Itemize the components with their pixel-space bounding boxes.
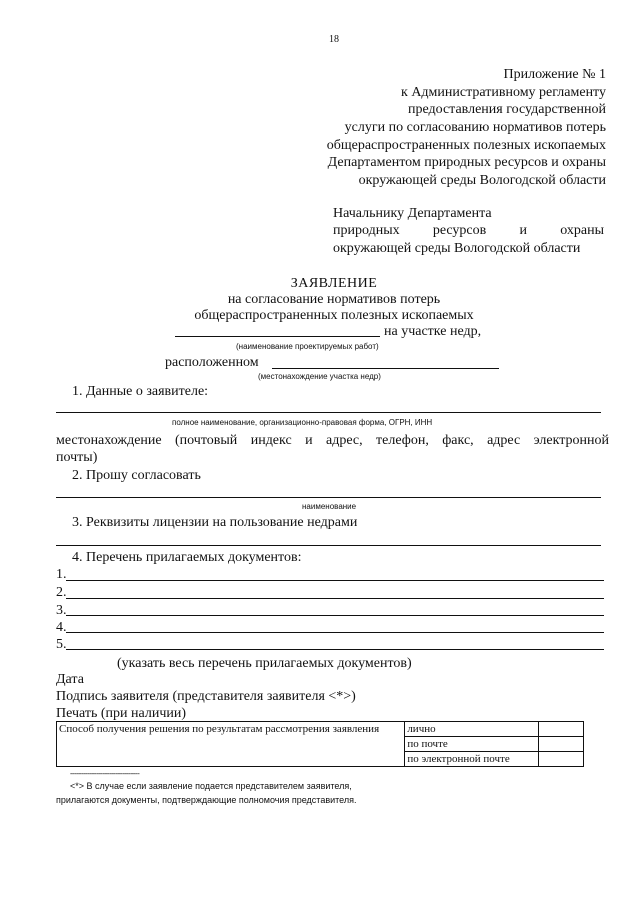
appendix-title: Приложение № 1 <box>503 67 606 82</box>
method-checkbox[interactable] <box>538 737 583 752</box>
appendix-line: общераспространенных полезных ископаемых <box>326 138 606 153</box>
method-checkbox[interactable] <box>538 722 583 737</box>
section-2-title: 2. Прошу согласовать <box>72 468 201 483</box>
list-item-number: 5. <box>56 637 67 652</box>
list-item-number: 3. <box>56 603 67 618</box>
addressee-line: окружающей среды Вологодской области <box>333 241 581 256</box>
hint-works: (наименование проектируемых работ) <box>236 342 379 351</box>
text-word: местонахождение <box>56 433 162 448</box>
method-option: лично <box>405 722 539 737</box>
document-field[interactable] <box>66 615 604 616</box>
text-word: (почтовый <box>175 433 238 448</box>
section-3-title: 3. Реквизиты лицензии на пользование недрами <box>72 515 358 530</box>
location-field[interactable] <box>272 368 499 369</box>
appendix-line: окружающей среды Вологодской области <box>358 173 606 188</box>
method-checkbox[interactable] <box>538 752 583 767</box>
works-name-field[interactable] <box>175 336 380 337</box>
page-number: 18 <box>329 34 339 45</box>
addressee-line: Начальнику Департамента <box>333 206 492 221</box>
addressee-word: и <box>519 223 527 238</box>
text-word: факс, <box>442 433 474 448</box>
documents-note: (указать весь перечень прилагаемых документов) <box>117 656 412 671</box>
document-field[interactable] <box>66 632 604 633</box>
applicant-location-text <box>56 432 609 449</box>
document-field[interactable] <box>66 598 604 599</box>
hint-applicant: полное наименование, организационно-правовая форма, ОГРН, ИНН <box>172 418 433 427</box>
appendix-line: к Административному регламенту <box>401 85 606 100</box>
date-label: Дата <box>56 672 84 687</box>
appendix-line: предоставления государственной <box>407 102 606 117</box>
approve-name-field[interactable] <box>56 497 601 498</box>
footnote-line: <*> В случае если заявление подается представителем заявителя, <box>70 781 352 791</box>
list-item-number: 1. <box>56 567 67 582</box>
seal-label: Печать (при наличии) <box>56 706 187 721</box>
list-item-number: 4. <box>56 620 67 635</box>
document-field[interactable] <box>66 580 604 581</box>
hint-location: (местонахождение участка недр) <box>258 372 381 381</box>
addressee-word: охраны <box>560 223 604 238</box>
text-word: телефон, <box>376 433 429 448</box>
signature-label: Подпись заявителя (представителя заявителя <*>) <box>56 689 356 704</box>
document-title: ЗАЯВЛЕНИЕ <box>290 276 378 291</box>
footnote-line: прилагаются документы, подтверждающие полномочия представителя. <box>56 795 357 805</box>
method-table <box>56 721 584 767</box>
section-1-title: 1. Данные о заявителе: <box>72 384 209 399</box>
method-label: Способ получения решения по результатам рассмотрения заявления <box>57 722 405 767</box>
method-option: по электронной почте <box>405 752 539 767</box>
license-field[interactable] <box>56 545 601 546</box>
hint-name: наименование <box>302 502 357 511</box>
addressee-word: ресурсов <box>432 223 487 238</box>
applicant-name-field[interactable] <box>56 412 601 413</box>
text-word: индекс <box>250 433 292 448</box>
text-word: адрес, <box>326 433 363 448</box>
addressee-word: природных <box>333 223 400 238</box>
list-item-number: 2. <box>56 585 67 600</box>
footnote-separator: -------------------------------- <box>70 769 140 778</box>
heading-line: общераспространенных полезных ископаемых <box>194 308 474 323</box>
heading-line: на участке недр, <box>384 324 482 339</box>
text-word: электронной <box>533 433 609 448</box>
appendix-line: Департаментом природных ресурсов и охраны <box>327 155 606 170</box>
text-word: и <box>305 433 313 448</box>
document-field[interactable] <box>66 649 604 650</box>
section-4-title: 4. Перечень прилагаемых документов: <box>72 550 302 565</box>
heading-line: на согласование нормативов потерь <box>227 292 441 307</box>
appendix-line: услуги по согласованию нормативов потерь <box>344 120 606 135</box>
addressee-line-justified <box>333 222 604 239</box>
applicant-location-text-cont: почты) <box>56 450 98 465</box>
text-word: адрес <box>487 433 521 448</box>
method-option: по почте <box>405 737 539 752</box>
located-label: расположенном <box>165 355 259 370</box>
